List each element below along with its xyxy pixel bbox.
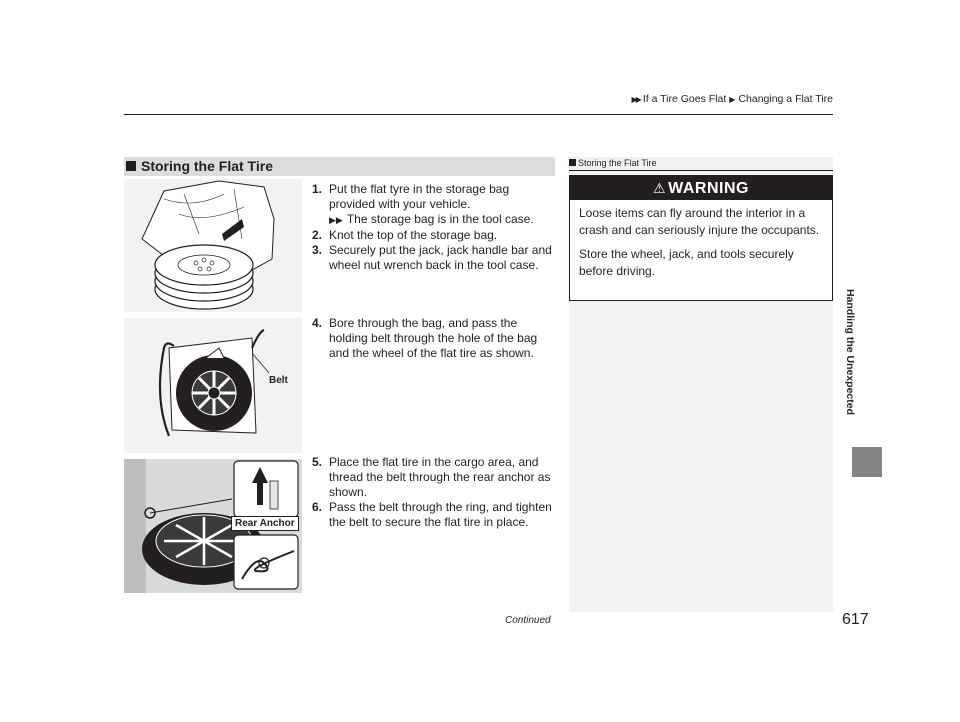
chapter-title-text: Handling the Unexpected: [844, 288, 856, 416]
step-number: 5.: [312, 455, 323, 469]
step-text: Securely put the jack, jack handle bar and wheel nut wrench back in the tool case.: [329, 243, 552, 272]
steps-group-1: [312, 182, 556, 273]
step-text: Put the flat tyre in the storage bag provided with your vehicle.: [329, 182, 510, 211]
step-number: 3.: [312, 243, 323, 257]
warning-box: [569, 175, 833, 301]
step-text: Pass the belt through the ring, and tighten the belt to secure the flat tire in place.: [329, 500, 552, 529]
header-divider: [124, 114, 833, 115]
steps-group-3: [312, 455, 556, 530]
step-text: Knot the top of the storage bag.: [329, 228, 498, 242]
steps-group-2: [312, 316, 556, 361]
page-number: 617: [842, 611, 869, 628]
reference-arrow-icon: ▶▶: [329, 215, 343, 225]
section-title: Storing the Flat Tire: [141, 158, 273, 174]
warning-triangle-icon: ⚠: [653, 180, 667, 196]
figure-belt-through-wheel: [124, 318, 302, 453]
chevron-icon: ▶: [729, 95, 736, 104]
step-number: 2.: [312, 228, 323, 242]
note-heading: [569, 158, 657, 168]
step-number: 1.: [312, 182, 323, 196]
continued-label: Continued: [505, 615, 551, 626]
warning-line: Store the wheel, jack, and tools securely before driving.: [579, 247, 794, 278]
step-item: [312, 500, 556, 530]
figure-rear-anchor: [124, 459, 302, 593]
warning-header: [570, 176, 832, 200]
breadcrumb: [500, 93, 833, 105]
step-text: Place the flat tire in the cargo area, and thread the belt through the rear anchor as shown.: [329, 455, 551, 499]
chapter-tab-marker: [852, 447, 882, 477]
step-subnote: [312, 212, 556, 228]
step-item: [312, 182, 556, 212]
warning-body: [579, 205, 827, 287]
step-item: [312, 455, 556, 500]
belt-callout: Belt: [269, 375, 288, 386]
warning-line: Loose items can fly around the interior in a crash and can seriously injure the occupants.: [579, 206, 820, 237]
note-heading-text: Storing the Flat Tire: [578, 158, 657, 168]
breadcrumb-item: Changing a Flat Tire: [738, 93, 833, 105]
step-number: 4.: [312, 316, 323, 330]
warning-title: WARNING: [668, 180, 749, 197]
note-divider: [569, 170, 833, 171]
note-marker-icon: [569, 159, 576, 166]
step-item: [312, 228, 556, 243]
subnote-text: The storage bag is in the tool case.: [346, 212, 534, 226]
step-item: [312, 243, 556, 273]
figure-tire-in-bag: [124, 179, 302, 312]
heading-square-icon: [126, 161, 136, 171]
section-heading: [124, 157, 555, 176]
step-number: 6.: [312, 500, 323, 514]
rear-anchor-callout: Rear Anchor: [231, 516, 299, 531]
step-text: Bore through the bag, and pass the holding belt through the hole of the bag and the wheel of the flat tire as shown.: [329, 316, 538, 360]
breadcrumb-item: If a Tire Goes Flat: [642, 93, 727, 105]
step-item: [312, 316, 556, 361]
chapter-side-title: [842, 232, 858, 472]
double-chevron-icon: ▶▶: [631, 95, 640, 104]
tire-in-bag-illustration: [124, 179, 302, 312]
